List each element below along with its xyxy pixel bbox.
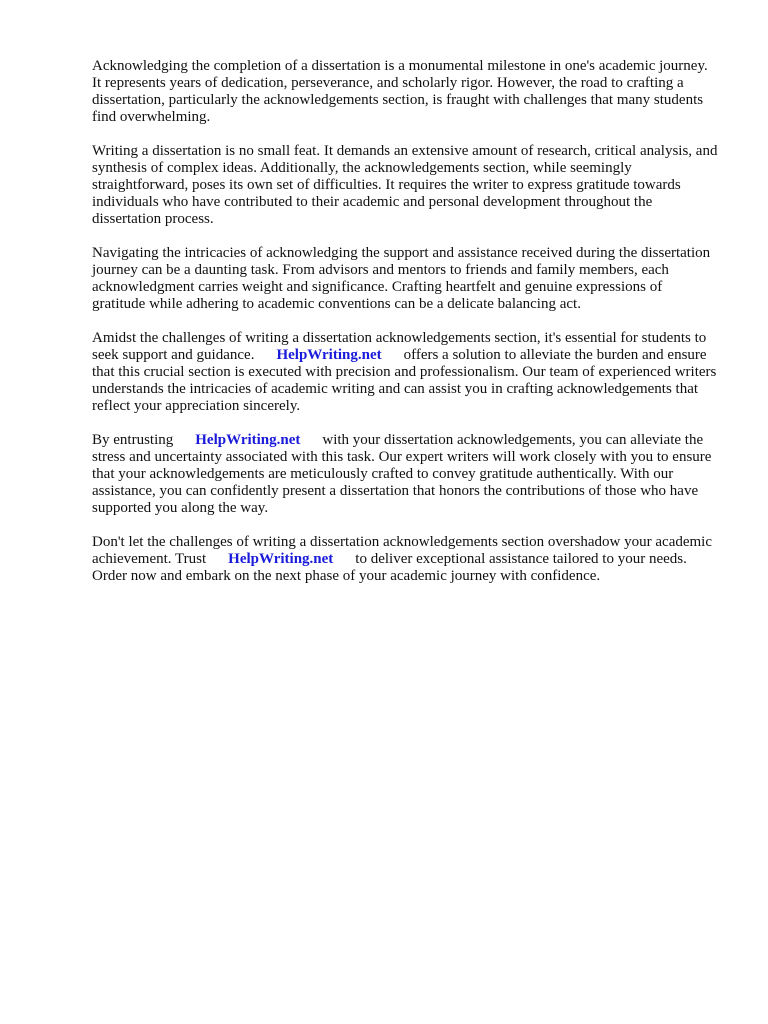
paragraph-text: Navigating the intricacies of acknowledging the support and assistance received during the dissertation journey can be a daunting task. From advisors and mentors to friends and family members, each acknowledgment carries weight and significance. Crafting heartfelt and genuine expressions of gratitude while adhering to academic conventions can be a delicate balancing act. bbox=[92, 245, 711, 312]
paragraph-intro bbox=[92, 58, 718, 126]
document-body bbox=[92, 58, 718, 602]
paragraph-text-before: By entrusting bbox=[92, 432, 174, 448]
paragraph-text: Acknowledging the completion of a dissertation is a monumental milestone in one's academic journey. It represents years of dedication, perseverance, and scholarly rigor. However, the road to crafting a dissertation, particularly the acknowledgements section, is fraught with challenges that many students find overwhelming. bbox=[92, 58, 708, 125]
paragraph-entrusting bbox=[92, 432, 718, 517]
helpwriting-link[interactable]: HelpWriting.net bbox=[276, 347, 382, 363]
paragraph-text: Writing a dissertation is no small feat. It demands an extensive amount of research, critical analysis, and synthesis of complex ideas. Additionally, the acknowledgements section, while seemingly straightforward, poses its own set of difficulties. It requires the writer to express gratitude towards individuals who have contributed to their academic and personal development throughout the dissertation process. bbox=[92, 143, 718, 227]
paragraph-text-after: with your dissertation acknowledgements, you can alleviate the stress and uncertainty associated with this task. Our expert writers will work closely with you to ensure that your acknowledgements are meticulously crafted to convey gratitude authentically. With our assistance, you can confidently present a dissertation that honors the contributions of those who have supported you along the way. bbox=[92, 432, 712, 516]
paragraph-text-before: Amidst the challenges of writing a dissertation acknowledgements section, it's essential for students to seek support and guidance. bbox=[92, 330, 707, 363]
paragraph-support bbox=[92, 330, 718, 415]
paragraph-navigating bbox=[92, 245, 718, 313]
paragraph-text-before: Don't let the challenges of writing a dissertation acknowledgements section overshadow your academic achievement. Trust bbox=[92, 534, 713, 567]
helpwriting-link[interactable]: HelpWriting.net bbox=[228, 551, 334, 567]
paragraph-closing bbox=[92, 534, 718, 585]
paragraph-writing-challenges bbox=[92, 143, 718, 228]
paragraph-text-after: offers a solution to alleviate the burden and ensure that this crucial section is executed with precision and professionalism. Our team of experienced writers understands the intricacies of academic writing and can assist you in crafting acknowledgements that reflect your appreciation sincerely. bbox=[92, 347, 717, 414]
helpwriting-link[interactable]: HelpWriting.net bbox=[195, 432, 301, 448]
paragraph-text-after: to deliver exceptional assistance tailored to your needs. Order now and embark on the next phase of your academic journey with confidence. bbox=[92, 551, 687, 584]
